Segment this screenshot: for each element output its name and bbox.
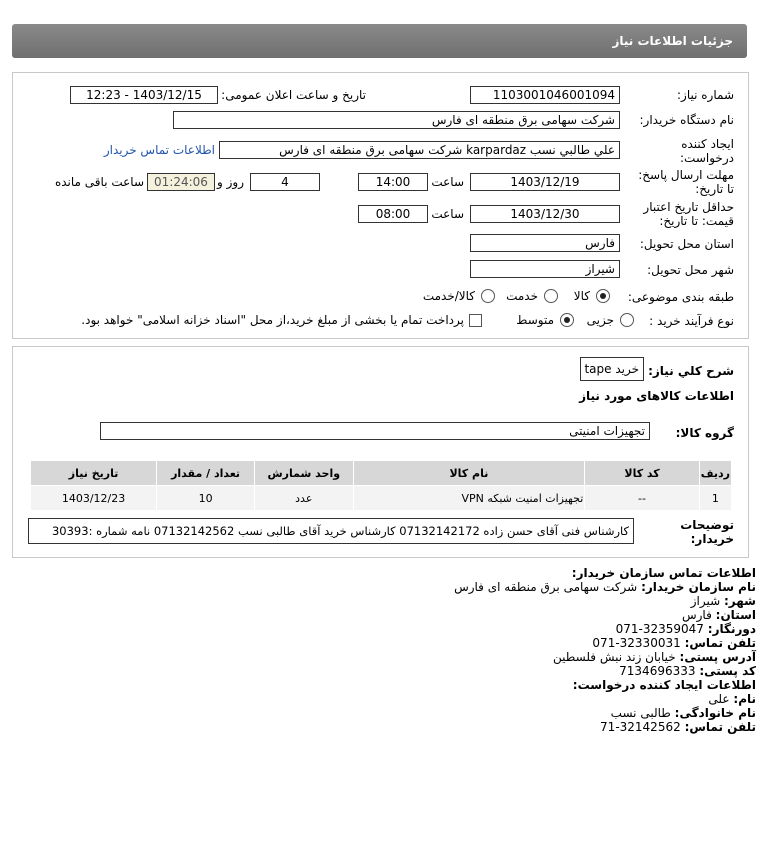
deadline-label-2: تا تاریخ: — [695, 182, 734, 196]
remaining-label: ساعت باقی مانده — [54, 175, 144, 189]
validity-time-label: ساعت — [431, 207, 464, 221]
deadline-label-1: مهلت ارسال پاسخ: — [638, 168, 734, 182]
first-name-value: علی — [708, 692, 730, 706]
col-qty: تعداد / مقدار — [157, 461, 255, 486]
creator-phone — [600, 720, 756, 734]
creator-last-name — [611, 706, 756, 720]
contact-postal — [619, 664, 756, 678]
province-label: استان محل تحویل: — [639, 237, 734, 251]
city-field: شیراز — [470, 260, 620, 278]
summary-field: خرید tape — [580, 357, 644, 381]
city-label: شهر محل تحویل: — [647, 263, 734, 277]
category-option-goods: کالا — [573, 289, 590, 303]
cell-date: 1403/12/23 — [31, 486, 157, 511]
validity-time-field: 08:00 — [358, 205, 428, 223]
org-name-value: شرکت سهامی برق منطقه ای فارس — [454, 580, 638, 594]
address-value: خیابان زند نبش فلسطین — [553, 650, 676, 664]
creator-phone-value: 71-32142562 — [600, 720, 681, 734]
category-radio-both[interactable] — [481, 289, 495, 303]
category-option-both: کالا/خدمت — [422, 289, 475, 303]
creator-field: علي طالبي نسب karpardaz شرکت سهامی برق منطقه ای فارس — [219, 141, 620, 159]
group-label: گروه کالا: — [675, 426, 734, 440]
postal-value: 7134696333 — [619, 664, 696, 678]
creator-label-1: ایجاد کننده — [681, 137, 734, 151]
contact-title: اطلاعات تماس سازمان خریدار: — [571, 566, 756, 580]
page-header — [12, 24, 747, 58]
validity-label-1: حداقل تاریخ اعتبار — [643, 200, 734, 214]
announce-label: تاریخ و ساعت اعلان عمومی: — [221, 88, 366, 102]
category-radio-goods[interactable] — [596, 289, 610, 303]
buyer-notes-label-1: توضیحات — [680, 518, 734, 532]
fax-label: دورنگار: — [707, 622, 756, 636]
summary-label: شرح کلي نياز: — [648, 364, 734, 378]
contact-org-name — [454, 580, 756, 594]
contact-city-value: شیراز — [690, 594, 721, 608]
process-option-minor: جزیی — [586, 313, 614, 327]
buyer-contact-link[interactable]: اطلاعات تماس خریدار — [103, 143, 215, 157]
creator-info-title: اطلاعات ایجاد کننده درخواست: — [572, 678, 756, 692]
buyer-notes-label-2: خریدار: — [690, 532, 734, 546]
contact-city — [691, 594, 756, 608]
category-label: طبقه بندی موضوعی: — [627, 290, 734, 304]
province-field: فارس — [470, 234, 620, 252]
process-label: نوع فرآیند خرید : — [649, 314, 734, 328]
process-option-medium: متوسط — [516, 313, 554, 327]
contact-address — [553, 650, 756, 664]
items-table-header — [31, 461, 732, 486]
buyer-notes-field: کارشناس فنی آقای حسن زاده 07132142172 کارشناس خرید آقای طالبی نسب 07132142562 نامه شماره :30393 — [28, 518, 634, 544]
creator-label-2: درخواست: — [680, 151, 734, 165]
need-number-label: شماره نیاز: — [677, 88, 734, 102]
last-name-label: نام خانوادگی: — [674, 706, 756, 720]
org-name-label: نام سازمان خریدار: — [641, 580, 756, 594]
cell-qty: 10 — [157, 486, 255, 511]
payment-note: پرداخت تمام یا بخشی از مبلغ خرید،از محل "اسناد خزانه اسلامی" خواهد بود. — [81, 313, 464, 327]
phone-value: 071-32330031 — [592, 636, 681, 650]
buyer-org-label: نام دستگاه خریدار: — [639, 113, 734, 127]
days-field: 4 — [250, 173, 320, 191]
contact-phone — [592, 636, 756, 650]
cell-unit: عدد — [255, 486, 353, 511]
items-table — [30, 460, 732, 511]
postal-label: کد پستی: — [699, 664, 756, 678]
first-name-label: نام: — [733, 692, 756, 706]
treasury-payment-checkbox[interactable] — [469, 314, 482, 327]
cell-name: تجهیزات امنیت شبکه VPN — [353, 486, 585, 511]
remaining-time-field: 01:24:06 — [147, 173, 215, 191]
category-option-service: خدمت — [506, 289, 538, 303]
last-name-value: طالبی نسب — [610, 706, 671, 720]
fax-value: 071-32359047 — [615, 622, 704, 636]
days-label: روز و — [217, 175, 244, 189]
table-row — [31, 486, 732, 511]
contact-province — [682, 608, 756, 622]
cell-row: 1 — [699, 486, 731, 511]
deadline-date-field: 1403/12/19 — [470, 173, 620, 191]
group-field: تجهیزات امنیتی — [100, 422, 650, 440]
page-title: جزئیات اطلاعات نیاز — [612, 34, 733, 48]
phone-label: تلفن تماس: — [684, 636, 756, 650]
validity-label-2: قیمت: تا تاریخ: — [659, 214, 734, 228]
buyer-org-field: شرکت سهامی برق منطقه ای فارس — [173, 111, 620, 129]
col-code: کد کالا — [585, 461, 700, 486]
process-radio-medium[interactable] — [560, 313, 574, 327]
contact-province-label: استان: — [715, 608, 756, 622]
col-name: نام کالا — [353, 461, 585, 486]
deadline-time-label: ساعت — [431, 175, 464, 189]
col-unit: واحد شمارش — [255, 461, 353, 486]
contact-province-value: فارس — [681, 608, 712, 622]
address-label: آدرس پستی: — [679, 650, 756, 664]
creator-phone-label: تلفن تماس: — [684, 720, 756, 734]
contact-fax — [616, 622, 756, 636]
goods-info-title: اطلاعات کالاهای مورد نیاز — [579, 389, 734, 403]
need-number-field: 1103001046001094 — [470, 86, 620, 104]
col-row: ردیف — [699, 461, 731, 486]
contact-city-label: شهر: — [724, 594, 756, 608]
validity-date-field: 1403/12/30 — [470, 205, 620, 223]
announce-field: 1403/12/15 - 12:23 — [70, 86, 218, 104]
creator-first-name — [708, 692, 756, 706]
deadline-time-field: 14:00 — [358, 173, 428, 191]
cell-code: -- — [585, 486, 700, 511]
process-radio-minor[interactable] — [620, 313, 634, 327]
col-date: تاریخ نیاز — [31, 461, 157, 486]
category-radio-service[interactable] — [544, 289, 558, 303]
